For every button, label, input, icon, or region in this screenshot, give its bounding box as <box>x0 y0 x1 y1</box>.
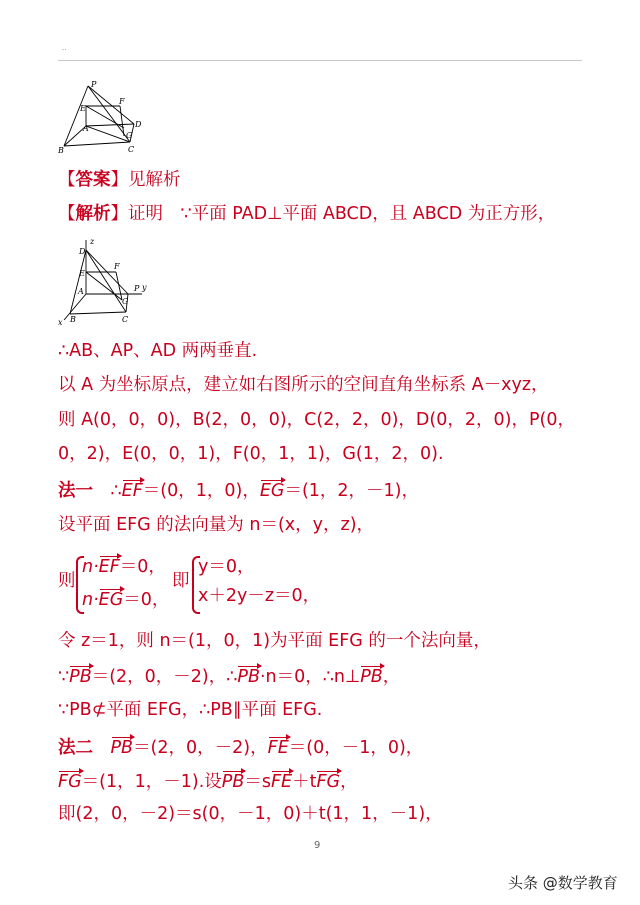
header-rule <box>58 60 582 61</box>
answer-line: 【答案】见解析 <box>58 170 181 190</box>
ie-label: 即 <box>172 571 190 591</box>
fig1-label-a: A <box>83 124 89 133</box>
fig2-label-e: E <box>79 269 85 278</box>
text-line-9: 令 z＝1，则 n＝(1，0，1)为平面 EFG 的一个法向量， <box>58 631 491 651</box>
fig2-label-b: B <box>70 315 76 324</box>
coordinate-figure <box>56 238 152 326</box>
fig1-label-p: P <box>91 80 97 89</box>
analysis-line: 【解析】证明 ∵平面 PAD⊥平面 ABCD，且 ABCD 为正方形， <box>58 204 556 224</box>
fig1-label-g: G <box>126 131 133 140</box>
text-line-10: ∵PB＝(2，0，－2)，∴PB·n＝0，∴n⊥PB， <box>58 667 401 687</box>
text-line-3: 则 A(0，0，0)，B(2，0，0)，C(2，2，0)，D(0，2，0)，P(0， <box>58 410 575 430</box>
fig1-label-b: B <box>58 146 64 155</box>
fig2-label-p: P <box>134 284 140 293</box>
text-line-14: 即(2，0，－2)＝s(0，－1，0)＋t(1，1，－1)， <box>58 804 443 824</box>
text-line-11: ∵PB⊄平面 EFG，∴PB∥平面 EFG. <box>58 700 323 720</box>
fig1-label-f: F <box>119 97 125 106</box>
fig1-label-c: C <box>128 145 135 154</box>
system2-eq-a: y＝0， <box>198 557 255 577</box>
page-number: 9 <box>314 840 321 851</box>
watermark: 头条 @数学教育 <box>508 874 618 892</box>
header-mark: .. <box>62 44 67 52</box>
fig2-label-y: y <box>142 283 147 292</box>
pyramid-figure <box>56 78 152 156</box>
fig2-label-f: F <box>114 262 120 271</box>
method-two-line: 法二 PB＝(2，0，－2)，FE＝(0，－1，0)， <box>58 738 424 758</box>
method-one-line: 法一 ∴EF＝(0，1，0)，EG＝(1，2，－1)， <box>58 481 420 501</box>
text-line-2: 以 A 为坐标原点，建立如右图所示的空间直角坐标系 A－xyz， <box>58 375 549 395</box>
text-line-6: 设平面 EFG 的法向量为 n＝(x，y，z)， <box>58 515 375 535</box>
fig2-label-a: A <box>78 287 84 296</box>
fig2-label-c: C <box>122 315 129 324</box>
fig1-label-e: E <box>80 104 86 113</box>
then-label: 则 <box>58 571 76 591</box>
system1-eq-a: n·EF＝0， <box>82 557 166 577</box>
system2-eq-b: x＋2y－z＝0， <box>198 586 321 606</box>
fig2-label-d: D <box>79 247 86 256</box>
fig1-label-d: D <box>135 120 142 129</box>
system1-eq-b: n·EG＝0， <box>82 590 170 610</box>
text-line-13: FG＝(1，1，－1).设PB＝sFE＋tFG， <box>58 772 358 792</box>
fig2-label-z: z <box>90 238 95 246</box>
text-line-1: ∴AB、AP、AD 两两垂直. <box>58 341 258 361</box>
fig2-label-g: G <box>122 297 129 306</box>
text-line-4: 0，2)，E(0，0，1)，F(0，1，1)，G(1，2，0). <box>58 444 444 464</box>
fig2-label-x: x <box>58 318 63 326</box>
